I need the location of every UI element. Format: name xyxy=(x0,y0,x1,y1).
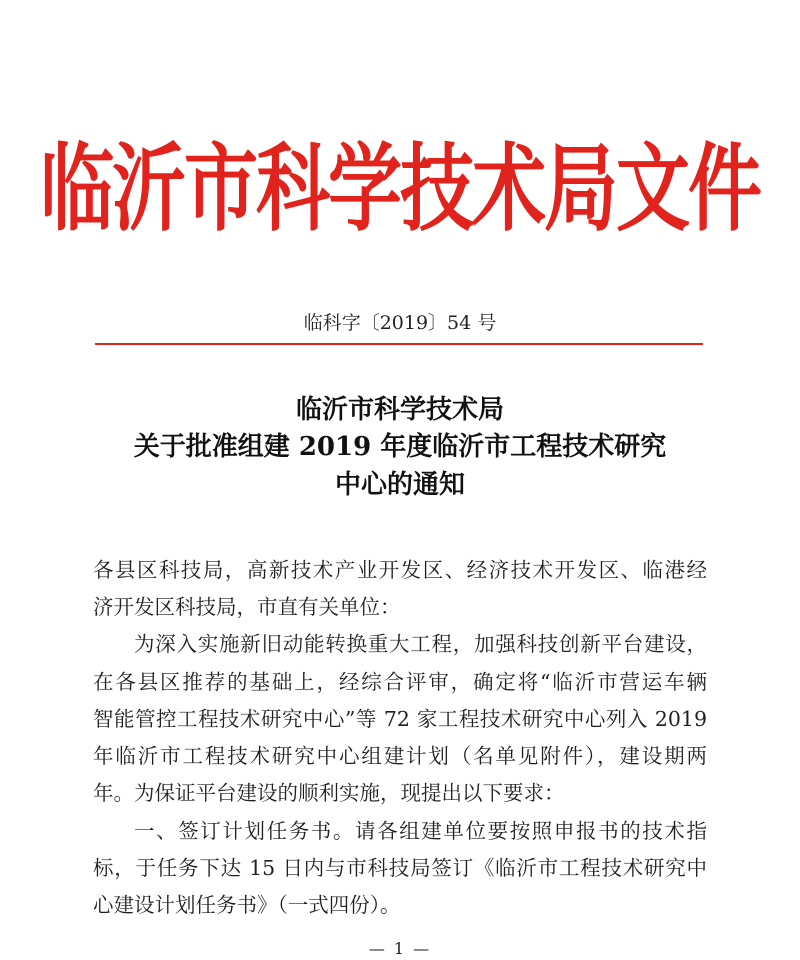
body-line-6: 年临沂市工程技术研究中心组建计划（名单见附件），建设期两 xyxy=(93,744,707,768)
body-line-10: 心建设计划任务书》（一式四份）。 xyxy=(93,893,401,917)
body-line-3: 为深入实施新旧动能转换重大工程，加强科技创新平台建设， xyxy=(134,632,707,656)
body-line-9: 标，于任务下达 15 日内与市科技局签订《临沂市工程技术研究中 xyxy=(93,856,707,880)
body-line-5: 智能管控工程技术研究中心”等 72 家工程技术研究中心列入 2019 xyxy=(93,707,707,731)
notice-title-line-1: 临沂市科学技术局 xyxy=(295,395,504,425)
body-line-2: 济开发区科技局，市直有关单位： xyxy=(93,595,401,619)
page-number: — 1 — xyxy=(368,939,432,958)
notice-title-line-3: 中心的通知 xyxy=(334,470,465,500)
issuer-red-header: 临沂市科学技术局文件 xyxy=(40,134,760,245)
body-line-7: 年。为保证平台建设的顺利实施，现提出以下要求： xyxy=(93,781,565,805)
body-line-1: 各县区科技局，高新技术产业开发区、经济技术开发区、临港经 xyxy=(93,558,707,582)
body-line-8: 一、签订计划任务书。请各组建单位要按照申报书的技术指 xyxy=(134,819,707,843)
body-line-4: 在各县区推荐的基础上，经综合评审，确定将“临沂市营运车辆 xyxy=(93,670,707,694)
document-number: 临科字〔2019〕54 号 xyxy=(303,312,497,334)
red-divider-line xyxy=(95,343,703,345)
notice-title-line-2: 关于批准组建 2019 年度临沂市工程技术研究 xyxy=(133,432,667,462)
